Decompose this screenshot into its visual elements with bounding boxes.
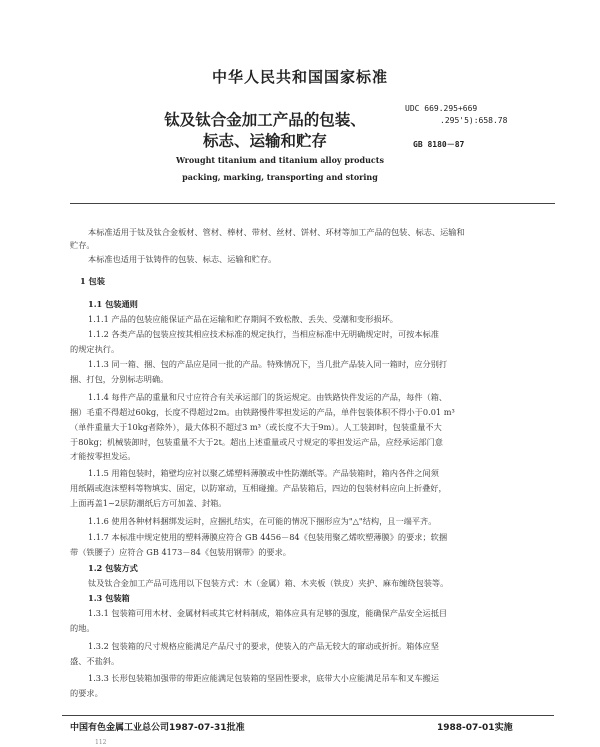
section-heading: 1 包装 <box>80 276 105 286</box>
body-line: 盛、不盐斜。 <box>70 656 120 666</box>
body-line: 1.1.3 同一箱、捆、包的产品应是同一批的产品。特殊情况下，当几批产品装入同一箱时，应分别打 <box>88 359 448 369</box>
body-line: 1.1.4 每件产品的重量和尺寸应符合有关承运部门的货运规定。由铁路快件发运的产品，每件（箱、 <box>88 392 448 402</box>
body-line: 1.1.5 用箱包装时，箱壁均应衬以聚乙烯塑料薄膜或中性防潮纸等。产品装箱时，箱内各件之间须 <box>88 468 439 478</box>
english-title-line2: packing, marking, transporting and storing <box>182 172 378 182</box>
body-line: 于80kg；机械装卸时，包装重量不大于2t。超出上述重量或尺寸规定的零担发运产品，应经承运部门意 <box>70 437 443 447</box>
approval-statement: 中国有色金属工业总公司1987-07-31批准 <box>70 723 245 733</box>
subsection-heading: 1.1 包装通则 <box>88 299 138 309</box>
body-line: （单件重量大于10kg者除外），最大体积不超过3 m³（或长度不大于9m）。人工装卸时，包装重量不大 <box>70 422 442 432</box>
body-line: 贮存。 <box>70 240 95 250</box>
document-title-line1: 钛及钛合金加工产品的包装、 <box>164 111 366 129</box>
body-line: 1.3.2 包装箱的尺寸规格应能满足产品尺寸的要求，使装入的产品无较大的窜动或折折。箱体应坚 <box>88 641 439 651</box>
body-line: 上面再盖1~2层防潮纸后方可加盖、封箱。 <box>70 498 227 508</box>
body-line: 的规定执行。 <box>70 344 120 354</box>
body-line: 本标准适用于钛及钛合金板材、管材、棒材、带材、丝材、饼材、环材等加工产品的包装、标志、运输和 <box>88 227 465 237</box>
implementation-date: 1988-07-01实施 <box>437 723 513 733</box>
body-line: 捆、打包，分别标志明确。 <box>70 374 169 384</box>
body-line: 的地。 <box>70 623 95 633</box>
english-title-line1: Wrought titanium and titanium alloy products <box>176 155 384 165</box>
document-title-line2: 标志、运输和贮存 <box>202 132 327 150</box>
body-line: 1.1.7 本标准中规定使用的塑料薄膜应符合 GB 4456－84《包装用聚乙烯吹塑薄膜》的要求；软捆 <box>88 532 448 542</box>
subsection-heading: 1.3 包装箱 <box>88 593 130 603</box>
footer-divider <box>62 715 554 716</box>
body-line: 1.1.2 各类产品的包装应按其相应技术标准的规定执行，当相应标准中无明确规定时，可按本标准 <box>88 329 439 339</box>
udc-code-line2: .295'5):658.78 <box>440 116 508 125</box>
body-line: 才能按零担发运。 <box>70 451 136 461</box>
body-line: 带（铁腰子）应符合 GB 4173－84《包装用钢带》的要求。 <box>70 547 291 557</box>
page-number: 112 <box>95 739 107 746</box>
body-line: 1.3.3 长形包装箱加强带的带距应能满足包装箱的坚固性要求，底带大小应能满足吊车和叉车搬运 <box>88 673 439 683</box>
body-line: 的要求。 <box>70 688 103 698</box>
subsection-heading: 1.2 包装方式 <box>88 563 138 573</box>
body-line: 1.1.1 产品的包装应能保证产品在运输和贮存期间不致松散、丢失、受潮和变形损坏。 <box>88 314 398 324</box>
body-line: 用纸隔或泡沫塑料等物填实、固定，以防窜动，互相碰撞。产品装箱后，四边的包装材料应向上折叠好， <box>70 483 447 493</box>
body-line: 钛及钛合金加工产品可选用以下包装方式：木（金属）箱、木夹板（铁皮）夹护、麻布缠绕包装等。 <box>88 578 449 588</box>
national-standard-title: 中华人民共和国国家标准 <box>211 68 388 86</box>
body-line: 1.1.6 使用各种材料捆绑发运时，应捆扎结实，在可能的情况下捆形应为"△"结构，且一端平齐。 <box>88 516 437 526</box>
body-line: 本标准也适用于钛铸件的包装、标志、运输和贮存。 <box>88 254 277 264</box>
body-line: 捆）毛重不得超过60kg，长度不得超过2m。由铁路慢件零担发运的产品，单件包装体积不得小于0.01 m³ <box>70 407 455 417</box>
udc-code-line1: UDC 669.295+669 <box>405 104 478 113</box>
gb-standard-code: GB 8180－87 <box>413 140 465 149</box>
body-line: 1.3.1 包装箱可用木材、金属材料或其它材料制成，箱体应具有足够的强度，能确保产品安全运抵目 <box>88 608 448 618</box>
